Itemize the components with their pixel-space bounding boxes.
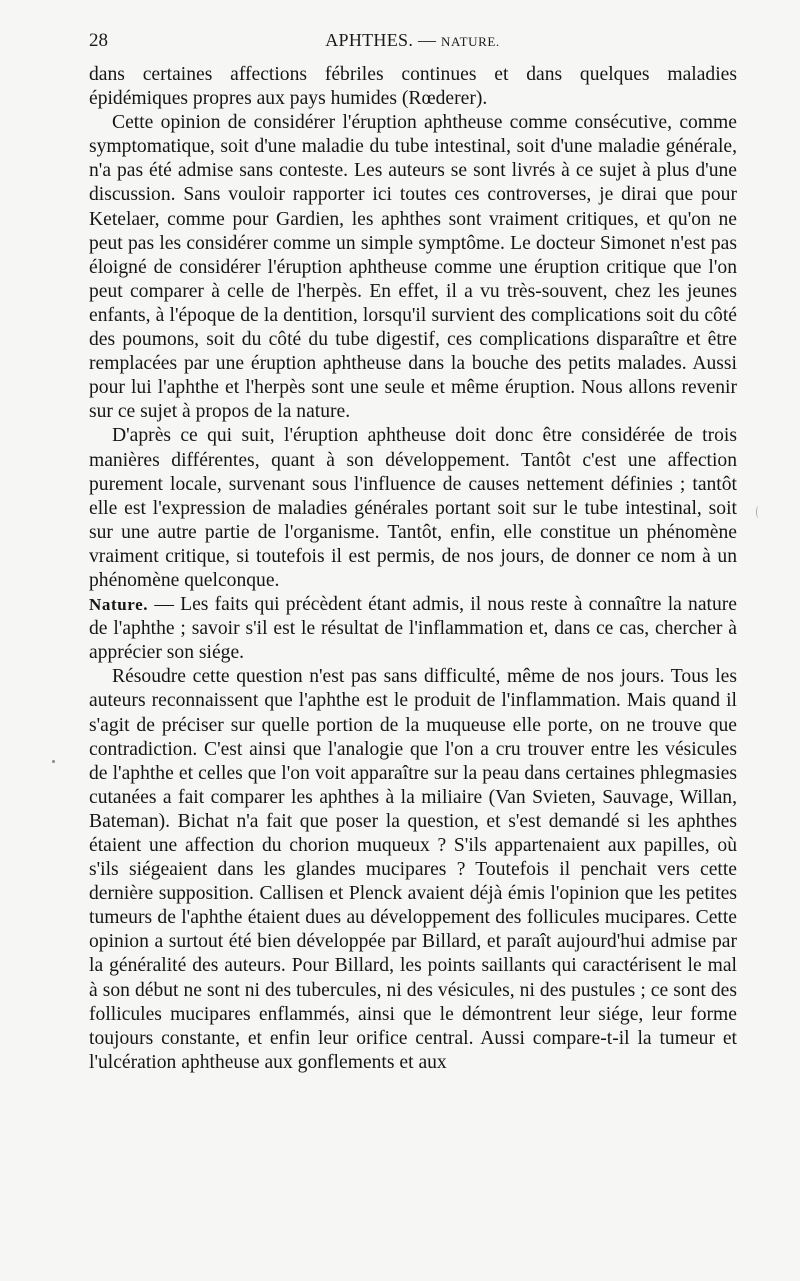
running-subtitle: NATURE. <box>441 34 500 49</box>
paragraph-nature-section <box>89 593 737 665</box>
paragraph-opinion: Cette opinion de considérer l'éruption aphtheuse comme consécutive, comme symptomatique, soit d'une maladie du tube intestinal, soit d'une maladie générale, n'a pas été admise sans conteste. Les auteurs se sont livrés à ce sujet à plus d'une discussion. Sans vouloir rapporter ici toutes ces controverses, je dirai que pour Ketelaer, comme pour Gardien, les aphthes sont vraiment critiques, et qu'on ne peut pas les considérer comme un simple symptôme. Le docteur Simonet n'est pas éloigné de considérer l'éruption aphtheuse comme une éruption critique que l'on peut comparer à celle de l'herpès. En effet, il a vu très-souvent, chez les jeunes enfants, à l'époque de la dentition, lorsqu'il survient des complications soit du côté des poumons, soit du côté du tube digestif, ces complications disparaître et être remplacées par une éruption aphtheuse dans la bouche des petits malades. Aussi pour lui l'aphthe et l'herpès sont une seule et même éruption. Nous allons revenir sur ce sujet à propos de la nature. <box>89 112 737 423</box>
page-header <box>89 30 736 56</box>
margin-speck <box>756 506 761 518</box>
body-text <box>89 63 737 1075</box>
paragraph-question: Résoudre cette question n'est pas sans difficulté, même de nos jours. Tous les auteurs reconnaissent que l'aphthe est le produit de l'inflammation. Mais quand il s'agit de préciser sur quelle portion de la muqueuse elle porte, on ne trouve que contradiction. C'est ainsi que l'analogie que l'on a cru trouver entre les vésicules de l'aphthe et celles que l'on voit apparaître sur la peau dans certaines phlegmasies cutanées a fait comparer les aphthes à la miliaire (Van Svieten, Sauvage, Willan, Bateman). Bichat n'a fait que poser la question, et s'est demandé si les aphthes étaient une affection du chorion muqueux ? S'ils appartenaient aux papilles, où s'ils siégeaient dans les glandes mucipares ? Toutefois il penchait vers cette dernière supposition. Callisen et Plenck avaient déjà émis l'opinion que les petites tumeurs de l'aphthe étaient dues au développement des follicules mucipares. Cette opinion a surtout été bien développée par Billard, et paraît aujourd'hui admise par la généralité des auteurs. Pour Billard, les points saillants qui caractérisent le mal à son début ne sont ni des tubercules, ni des vésicules, ni des pustules ; ce sont des follicules mucipares enflammés, ainsi que le démontrent leur siége, leur forme toujours constante, et enfin leur orifice central. Aussi compare-t-il la tumeur et l'ulcération aphtheuse aux gonflements et aux <box>89 666 737 1073</box>
margin-speck <box>52 760 55 763</box>
running-title: APHTHES. <box>325 30 414 50</box>
running-head <box>89 30 736 51</box>
running-head-separator: — <box>413 30 442 50</box>
section-nature-text: — Les faits qui précèdent étant admis, il nous reste à connaître la nature de l'aphthe ; savoir s'il est le résultat de l'inflammation et, dans ce cas, chercher à apprécier son siége. <box>89 594 737 664</box>
paragraph-continued: dans certaines affections fébriles continues et dans quelques maladies épidémiques propres aux pays humides (Rœderer). <box>89 64 737 110</box>
page-number: 28 <box>89 30 108 51</box>
paragraph-development: D'après ce qui suit, l'éruption aphtheuse doit donc être considérée de trois manières différentes, quant à son développement. Tantôt c'est une affection purement locale, survenant sous l'influence de causes nettement définies ; tantôt elle est l'expression de maladies générales portant soit sur le tube intestinal, soit sur une autre partie de l'organisme. Tantôt, enfin, elle constitue un phénomène vraiment critique, si toutefois il est permis, de nos jours, de donner ce nom à un phénomène quelconque. <box>89 425 737 591</box>
section-title-nature: Nature. <box>89 595 149 615</box>
